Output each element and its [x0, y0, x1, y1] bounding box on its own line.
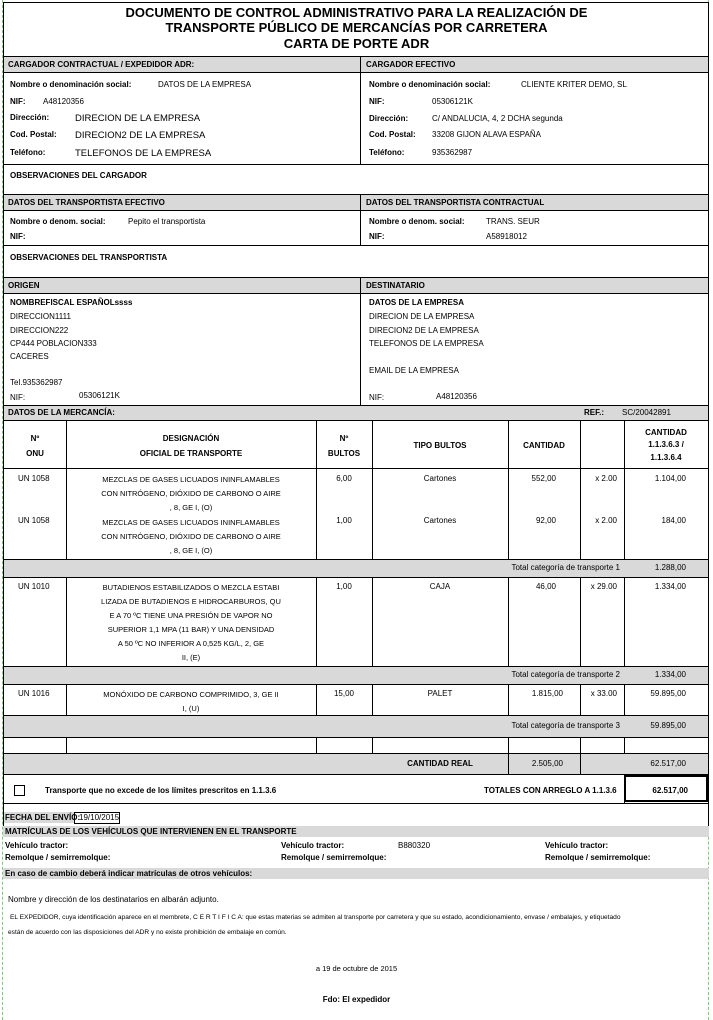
ce-nif-label: NIF:: [369, 97, 385, 106]
rule: [3, 210, 709, 211]
cc-telefono-label: Teléfono:: [10, 148, 46, 157]
ce-telefono-label: Teléfono:: [369, 148, 405, 157]
divider: [372, 420, 373, 559]
row3-desig-6: II, (E): [181, 653, 201, 662]
totales-value: 62.517,00: [652, 786, 688, 795]
rule: [3, 56, 709, 57]
cantidad-real-bg: [4, 754, 708, 774]
ce-telefono: 935362987: [432, 148, 473, 157]
divider: [66, 737, 67, 753]
fecha-envio-label: FECHA DEL ENVÍO:: [5, 813, 81, 822]
cc-direccion-label: Dirección:: [10, 113, 50, 122]
certifica-line-2: están de acuerdo con las disposiciones del ADR y no existe prohibición de embalaje en común.: [8, 929, 287, 936]
tractor-label-1: Vehículo tractor:: [5, 841, 69, 850]
cc-direccion: DIRECION DE LA EMPRESA: [75, 113, 201, 124]
row2-cantidad: 92,00: [535, 516, 556, 525]
origen-nif-label: NIF:: [10, 393, 26, 402]
row2-factor: x 2.00: [595, 516, 617, 525]
row2-onu: UN 1058: [18, 516, 50, 525]
rule: [3, 737, 709, 738]
row1-desig-1: MEZCLAS DE GASES LICUADOS ININFLAMABLES: [102, 475, 280, 484]
observaciones-transportista: OBSERVACIONES DEL TRANSPORTISTA: [10, 253, 168, 262]
col-cantidad2-2: 1.1.3.6.3 /: [648, 440, 684, 449]
divider: [316, 684, 317, 715]
rule: [3, 684, 709, 685]
row1-desig-3: , 8, GE I, (O): [169, 503, 213, 512]
row2-desig-3: , 8, GE I, (O): [169, 546, 213, 555]
origen-line-1: DIRECCION1111: [10, 312, 71, 321]
rule: [3, 577, 709, 578]
row3-desig-3: E A 70 ºC TIENE UNA PRESIÓN DE VAPOR NO: [109, 611, 273, 620]
row2-desig-2: CON NITRÓGENO, DIÓXIDO DE CARBONO O AIRE: [101, 532, 281, 541]
nombre-direccion-note: Nombre y dirección de los destinatarios en albarán adjunto.: [8, 895, 219, 904]
tc-nif-label: NIF:: [369, 232, 385, 241]
total3-label: Total categoría de transporte 3: [511, 721, 620, 730]
row1-tipo: Cartones: [423, 474, 457, 483]
row4-bultos: 15,00: [333, 689, 355, 698]
divider: [580, 420, 581, 559]
rule: [3, 245, 709, 246]
matriculas-header: MATRÍCULAS DE LOS VEHÍCULOS QUE INTERVIENEN EN EL TRANSPORTE: [5, 827, 297, 836]
rule: [3, 72, 709, 73]
row3-onu: UN 1010: [18, 582, 50, 591]
col-tipo: TIPO BULTOS: [413, 441, 467, 450]
row4-total: 59.895,00: [650, 689, 686, 698]
fecha-firma: a 19 de octubre de 2015: [315, 964, 398, 973]
row2-desig-1: MEZCLAS DE GASES LICUADOS ININFLAMABLES: [102, 518, 280, 527]
row1-total: 1.104,00: [654, 474, 686, 483]
cantidad-real-total: 62.517,00: [650, 759, 686, 768]
mercancia-header: DATOS DE LA MERCANCÍA:: [8, 408, 115, 417]
destinatario-line-2: DIRECION2 DE LA EMPRESA: [369, 326, 479, 335]
destinatario-email: EMAIL DE LA EMPRESA: [369, 366, 459, 375]
origen-line-4: CACERES: [10, 352, 49, 361]
row4-desig-2: I, (U): [182, 704, 200, 713]
tc-nombre-label: Nombre o denom. social:: [369, 217, 465, 226]
transportista-efectivo-header: DATOS DEL TRANSPORTISTA EFECTIVO: [8, 198, 165, 207]
row4-onu: UN 1016: [18, 689, 50, 698]
row1-factor: x 2.00: [595, 474, 617, 483]
tc-nombre: TRANS. SEUR: [486, 217, 540, 226]
divider: [316, 420, 317, 559]
certifica-line-1: EL EXPEDIDOR, cuya identificación aparece en el membrete, C E R T I F I C A: que estas materias se admiten al transporte por carretera y que su estado, acondicionamiento, envase / embalajes, y etiquetado: [10, 914, 621, 921]
divider: [360, 56, 361, 164]
row2-bultos: 1,00: [336, 516, 352, 525]
divider: [360, 277, 361, 405]
total2-label: Total categoría de transporte 2: [511, 670, 620, 679]
transportista-contractual-header: DATOS DEL TRANSPORTISTA CONTRACTUAL: [366, 198, 545, 207]
rule: [3, 420, 709, 421]
divider: [372, 737, 373, 753]
cc-nif: A48120356: [43, 97, 84, 106]
otros-vehiculos: En caso de cambio deberá indicar matrículas de otros vehículos:: [5, 869, 253, 878]
remolque-label-3: Remolque / semirremolque:: [545, 853, 651, 862]
total3-value: 59.895,00: [650, 721, 686, 730]
row3-tipo: CAJA: [429, 582, 451, 591]
col-bultos-1: Nº: [339, 434, 349, 443]
ce-direccion-label: Dirección:: [369, 114, 409, 123]
row4-cantidad: 1.815,00: [531, 689, 563, 698]
remolque-label-1: Remolque / semirremolque:: [5, 853, 111, 862]
destinatario-line-3: TELEFONOS DE LA EMPRESA: [369, 339, 484, 348]
te-nombre: Pepito el transportista: [128, 217, 206, 226]
row3-factor: x 29.00: [590, 582, 617, 591]
col-onu-1: Nº: [30, 434, 40, 443]
row4-desig-1: MONÓXIDO DE CARBONO COMPRIMIDO, 3, GE II: [103, 690, 279, 699]
rule: [3, 164, 709, 165]
cargador-contractual-header: CARGADOR CONTRACTUAL / EXPEDIDOR ADR:: [8, 60, 195, 69]
origen-nombre: NOMBREFISCAL ESPAÑOLssss: [10, 298, 133, 307]
origen-header-bg: [4, 278, 708, 293]
cc-cp: DIRECION2 DE LA EMPRESA: [75, 130, 206, 141]
divider: [508, 737, 509, 753]
row1-onu: UN 1058: [18, 474, 50, 483]
rule: [3, 468, 709, 469]
row4-factor: x 33.00: [590, 689, 617, 698]
cc-nombre-label: Nombre o denominación social:: [10, 80, 132, 89]
cc-nif-label: NIF:: [10, 97, 26, 106]
limites-checkbox[interactable]: [14, 785, 25, 796]
col-desig-2: OFICIAL DE TRANSPORTE: [139, 449, 243, 458]
te-nombre-label: Nombre o denom. social:: [10, 217, 106, 226]
firma-expedidor: Fdo: El expedidor: [322, 995, 391, 1004]
row1-cantidad: 552,00: [531, 474, 556, 483]
row3-cantidad: 46,00: [535, 582, 556, 591]
divider: [508, 684, 509, 715]
cc-nombre: DATOS DE LA EMPRESA: [158, 80, 252, 89]
row3-desig-1: BUTADIENOS ESTABILIZADOS O MEZCLA ESTABI: [102, 583, 280, 592]
total1-value: 1.288,00: [654, 563, 686, 572]
cantidad-real-value: 2.505,00: [531, 759, 563, 768]
origen-tel: Tel.935362987: [10, 378, 63, 387]
document-title-line1: DOCUMENTO DE CONTROL ADMINISTRATIVO PARA LA REALIZACIÓN DE: [125, 5, 588, 20]
fecha-envio: 19/10/2015: [79, 813, 120, 822]
rule: [3, 774, 709, 775]
origen-line-2: DIRECCION222: [10, 326, 69, 335]
ref-value: SC/20042891: [622, 408, 671, 417]
col-cantidad2-3: 1.1.3.6.4: [650, 453, 682, 462]
col-desig-1: DESIGNACIÓN: [162, 434, 220, 443]
destinatario-header: DESTINATARIO: [366, 281, 425, 290]
origen-header: ORIGEN: [8, 281, 40, 290]
ref-label: REF.:: [584, 408, 604, 417]
tc-nif: A58918012: [486, 232, 527, 241]
col-cantidad2-1: CANTIDAD: [645, 428, 687, 437]
row3-desig-5: A 50 ºC NO INFERIOR A 0,525 KG/L, 2, GE: [117, 639, 265, 648]
document-title-line2: TRANSPORTE PÚBLICO DE MERCANCÍAS POR CARRETERA: [165, 20, 548, 35]
row1-bultos: 6,00: [336, 474, 352, 483]
limites-checkbox-label: Transporte que no excede de los límites prescritos en 1.1.3.6: [45, 786, 277, 795]
tractor-label-3: Vehículo tractor:: [545, 841, 609, 850]
ce-nif: 05306121K: [432, 97, 473, 106]
totales-label: TOTALES CON ARREGLO A 1.1.3.6: [484, 786, 617, 795]
destinatario-nombre: DATOS DE LA EMPRESA: [369, 298, 464, 307]
cantidad-real-label: CANTIDAD REAL: [407, 759, 473, 768]
ce-nombre-label: Nombre o denominación social:: [369, 80, 491, 89]
row2-tipo: Cartones: [423, 516, 457, 525]
divider: [508, 420, 509, 559]
tractor-value-2: B880320: [398, 841, 431, 850]
document-title-line3: CARTA DE PORTE ADR: [283, 36, 430, 51]
rule: [3, 293, 709, 294]
total2-value: 1.334,00: [654, 670, 686, 679]
cc-telefono: TELEFONOS DE LA EMPRESA: [75, 148, 212, 159]
te-nif-label: NIF:: [10, 232, 26, 241]
ce-cp: 33208 GIJON ALAVA ESPAÑA: [432, 130, 541, 139]
outer-border-right: [708, 2, 709, 828]
destinatario-nif: A48120356: [436, 392, 477, 401]
divider: [580, 684, 581, 715]
divider: [580, 737, 581, 753]
cargador-efectivo-header: CARGADOR EFECTIVO: [366, 60, 456, 69]
divider: [316, 737, 317, 753]
col-onu-2: ONU: [26, 449, 44, 458]
cc-cp-label: Cod. Postal:: [10, 130, 57, 139]
row3-bultos: 1,00: [336, 582, 352, 591]
col-bultos-2: BULTOS: [327, 449, 361, 458]
row1-desig-2: CON NITRÓGENO, DIÓXIDO DE CARBONO O AIRE: [101, 489, 281, 498]
col-cantidad: CANTIDAD: [523, 441, 565, 450]
tractor-label-2: Vehículo tractor:: [281, 841, 345, 850]
ce-cp-label: Cod. Postal:: [369, 130, 416, 139]
row3-desig-2: LIZADA DE BUTADIENOS E HIDROCARBUROS, QU: [101, 597, 281, 606]
total1-label: Total categoría de transporte 1: [511, 563, 620, 572]
origen-nif: 05306121K: [79, 391, 120, 400]
destinatario-nif-label: NIF:: [369, 393, 385, 402]
destinatario-line-1: DIRECION DE LA EMPRESA: [369, 312, 475, 321]
origen-line-3: CP444 POBLACION333: [10, 339, 97, 348]
ce-nombre: CLIENTE KRITER DEMO, SL: [521, 80, 627, 89]
rule: [3, 803, 709, 804]
remolque-label-2: Remolque / semirremolque:: [281, 853, 387, 862]
row3-total: 1.334,00: [654, 582, 686, 591]
divider: [372, 684, 373, 715]
observaciones-cargador: OBSERVACIONES DEL CARGADOR: [10, 171, 147, 180]
divider: [580, 753, 581, 774]
outer-border-top: [3, 2, 709, 3]
ce-direccion: C/ ANDALUCIA, 4, 2 DCHA segunda: [432, 114, 563, 123]
divider: [360, 194, 361, 245]
row2-total: 184,00: [661, 516, 686, 525]
row3-desig-4: SUPERIOR 1,1 MPA (11 BAR) Y UNA DENSIDAD: [107, 625, 275, 634]
row4-tipo: PALET: [427, 689, 453, 698]
